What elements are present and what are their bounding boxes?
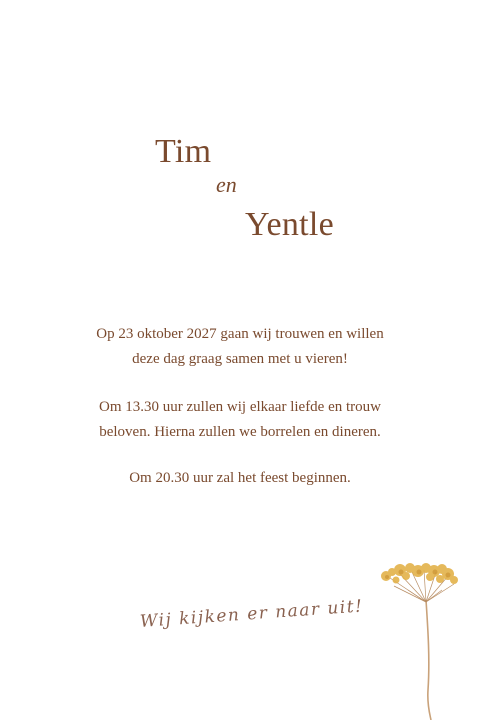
first-name: Tim bbox=[155, 133, 212, 170]
closing-signature: Wij kijken er naar uit! bbox=[139, 596, 365, 632]
name-joiner: en bbox=[216, 172, 237, 197]
paragraph-line: deze dag graag samen met u vieren! bbox=[132, 351, 348, 367]
paragraph-line: Op 23 oktober 2027 gaan wij trouwen en willen bbox=[96, 326, 384, 342]
paragraph-line: beloven. Hierna zullen we borrelen en dineren. bbox=[99, 424, 381, 440]
paragraph-line: Om 20.30 uur zal het feest beginnen. bbox=[129, 470, 351, 486]
second-name: Yentle bbox=[245, 206, 335, 243]
paragraph-line: Om 13.30 uur zullen wij elkaar liefde en trouw bbox=[99, 399, 381, 415]
invitation-paragraph-ceremony bbox=[40, 395, 440, 445]
dried-yarrow-flower-icon bbox=[378, 560, 458, 720]
invitation-paragraph-date bbox=[40, 322, 440, 372]
invitation-paragraph-party bbox=[40, 466, 440, 491]
